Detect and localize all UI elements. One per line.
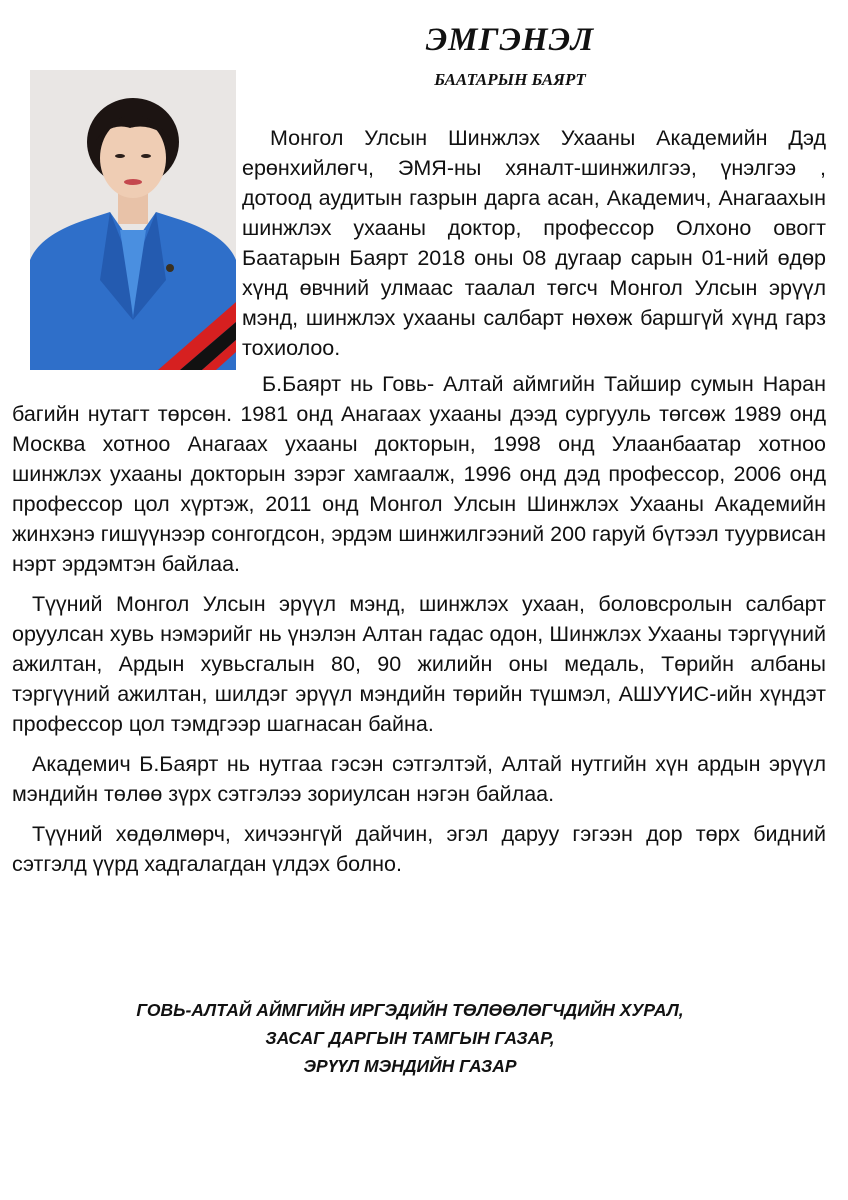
page-title: ЭМГЭНЭЛ — [425, 22, 595, 58]
paragraph-3: Түүний Монгол Улсын эрүүл мэнд, шинжлэх ухаан, боловсролын салбарт оруулсан хувь нэмэрийг нь үнэлэн Алтан гадас одон, Шинжлэх Ухааны тэргүүний ажилтан, Ардын хувьсгалын 80, 90 жилийн оны медаль, Төрийн албаны тэргүүний ажилтан, шилдэг эрүүл мэндийн төрийн түшмэл, АШУҮИС-ийн хүндэт профессор цол тэмдгээр шагнасан байна. — [12, 592, 826, 736]
photo-spacer — [12, 123, 242, 375]
paragraph-5: Түүний хөдөлмөрч, хичээнгүй дайчин, эгэл даруу гэгээн дор төрх бидний сэтгэлд үүрд хадгалагдан үлдэх болно. — [12, 822, 826, 876]
obituary-body — [12, 123, 826, 889]
deceased-name: БААТАРЫН БАЯРТ — [434, 70, 586, 89]
paragraph-1: Монгол Улсын Шинжлэх Ухааны Академийн Дэд ерөнхийлөгч, ЭМЯ-ны хяналт-шинжилгээ, үнэлгээ , дотоод аудитын газрын дарга асан, Академич, Анагаахын шинжлэх ухааны доктор, профессор Олхоно овогт Баатарын Баярт 2018 оны 08 дугаар сарын 01-ний өдөр хүнд өвчний улмаас таалал төгсч Монгол Улсын эрүүл мэнд, шинжлэх ухааны салбарт нөхөж баршгүй хүнд гарз тохиолоо. — [242, 126, 826, 360]
paragraph-2: Б.Баярт нь Говь- Алтай аймгийн Тайшир сумын Наран багийн нутагт төрсөн. 1981 онд Анагаах ухааны дээд сургууль төгсөж 1989 онд Москва хотноо Анагаах ухааны докторын, 1998 онд Улаанбаатар хотноо шинжлэх ухааны докторын зэрэг хамгаалж, 1996 онд дэд профессор, 2006 онд профессор цол хүртэж, 2011 онд Монгол Улсын Шинжлэх Ухааны Академийн жинхэнэ гишүүнээр сонгогдсон, эрдэм шинжилгээний 200 гаруй бүтээл туурвисан нэрт эрдэмтэн байлаа. — [12, 372, 826, 576]
signature-line-1: ГОВЬ-АЛТАЙ АЙМГИЙН ИРГЭДИЙН ТӨЛӨӨЛӨГЧДИЙН ХУРАЛ, — [136, 1000, 684, 1020]
signature-line-3: ЭРҮҮЛ МЭНДИЙН ГАЗАР — [303, 1056, 517, 1076]
signature-block — [60, 996, 760, 1080]
signature-line-2: ЗАСАГ ДАРГЫН ТАМГЫН ГАЗАР, — [265, 1028, 555, 1048]
paragraph-4: Академич Б.Баярт нь нутгаа гэсэн сэтгэлтэй, Алтай нутгийн хүн ардын эрүүл мэндийн төлөө зүрх сэтгэлээ зориулсан нэгэн байлаа. — [12, 752, 826, 806]
